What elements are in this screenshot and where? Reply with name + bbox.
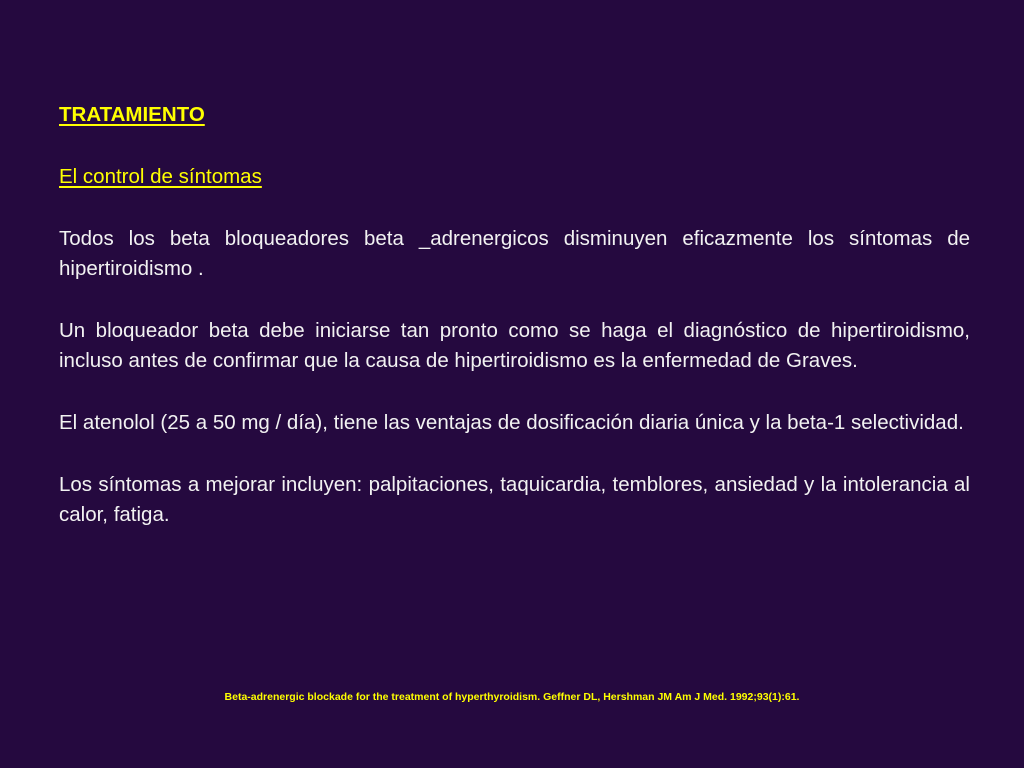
paragraph-symptoms: Los síntomas a mejorar incluyen: palpitaciones, taquicardia, temblores, ansiedad y la intolerancia al calor, fatiga. [59, 473, 970, 526]
paragraph-atenolol: El atenolol (25 a 50 mg / día), tiene las ventajas de dosificación diaria única y la beta-1 selectividad. [59, 411, 964, 434]
slide-content [59, 100, 970, 530]
citation: Beta-adrenergic blockade for the treatment of hyperthyroidism. Geffner DL, Hershman JM Am J Med. 1992;93(1):61. [224, 691, 800, 703]
slide-heading: TRATAMIENTO [59, 103, 205, 126]
slide-subheading: El control de síntomas [59, 165, 262, 188]
paragraph-start-timing: Un bloqueador beta debe iniciarse tan pronto como se haga el diagnóstico de hipertiroidismo, incluso antes de confirmar que la causa de hipertiroidismo es la enfermedad de Graves. [59, 319, 970, 372]
paragraph-beta-blockers: Todos los beta bloqueadores beta _adrenergicos disminuyen eficazmente los síntomas de hipertiroidismo . [59, 227, 970, 280]
